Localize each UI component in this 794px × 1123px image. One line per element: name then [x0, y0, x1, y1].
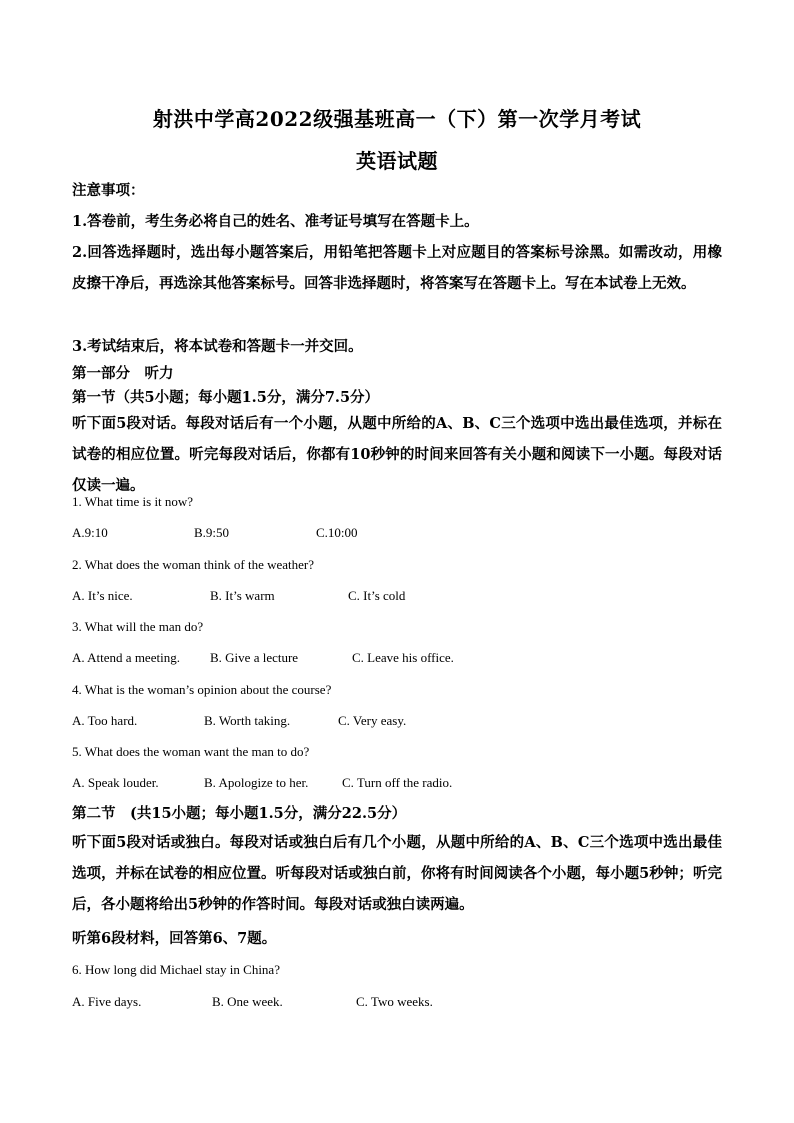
option-c: C. Turn off the radio. [342, 775, 453, 790]
section1-heading: 第一节（共5小题；每小题1.5分，满分7.5分） [72, 389, 380, 406]
option-a: A. Five days. [72, 994, 142, 1009]
section2-heading: 第二节 (共15小题；每小题1.5分，满分22.5分） [72, 805, 407, 822]
option-c: C.10:00 [316, 525, 358, 540]
option-a: A. It’s nice. [72, 588, 133, 603]
option-b: B. Apologize to her. [204, 775, 309, 790]
option-c: C. It’s cold [348, 588, 406, 603]
notes-heading: 注意事项： [72, 182, 145, 199]
section1-instructions: 听下面5段对话。每段对话后有一个小题，从题中所给的A、B、C三个选项中选出最佳选项，并标在试卷的相应位置。听完每段对话后，你都有10秒钟的时间来回答有关小题和阅读下一小题。每段对话仅读一遍。 [72, 415, 722, 494]
option-b: B. Worth taking. [204, 713, 291, 728]
option-a: A.9:10 [72, 525, 108, 540]
question-stem: 6. How long did Michael stay in China? [72, 962, 280, 977]
option-a: A. Too hard. [72, 713, 138, 728]
question-stem: 3. What will the man do? [72, 619, 204, 634]
question-stem: 2. What does the woman think of the weather? [72, 557, 314, 572]
note-item-3: 3.考试结束后，将本试卷和答题卡一并交回。 [72, 338, 363, 355]
question-stem: 4. What is the woman’s opinion about the course? [72, 682, 332, 697]
option-b: B. Give a lecture [210, 650, 299, 665]
question-stem: 1. What time is it now? [72, 494, 194, 509]
option-b: B.9:50 [194, 525, 230, 540]
question-stem: 5. What does the woman want the man to do? [72, 744, 310, 759]
option-b: B. It’s warm [210, 588, 275, 603]
page-title: 射洪中学高2022级强基班高一（下）第一次学月考试 [152, 107, 642, 131]
option-b: B. One week. [212, 994, 283, 1009]
note-item-1: 1.答卷前，考生务必将自己的姓名、准考证号填写在答题卡上。 [72, 213, 479, 230]
option-c: C. Very easy. [338, 713, 407, 728]
page-subtitle: 英语试题 [356, 149, 438, 173]
section2-instructions: 听下面5段对话或独白。每段对话或独白后有几个小题，从题中所给的A、B、C三个选项中选出最佳选项，并标在试卷的相应位置。听每段对话或独白前，你将有时间阅读各个小题，每小题5秒钟；听完后，各小题将给出5秒钟的作答时间。每段对话或独白读两遍。 [72, 834, 722, 913]
option-c: C. Two weeks. [356, 994, 433, 1009]
part1-heading: 第一部分 听力 [72, 365, 174, 382]
option-a: A. Speak louder. [72, 775, 159, 790]
option-a: A. Attend a meeting. [72, 650, 180, 665]
option-c: C. Leave his office. [352, 650, 454, 665]
note-item-2: 2.回答选择题时，选出每小题答案后，用铅笔把答题卡上对应题目的答案标号涂黑。如需改动，用橡皮擦干净后，再选涂其他答案标号。回答非选择题时，将答案写在答题卡上。写在本试卷上无效。 [72, 244, 722, 292]
material-6-heading: 听第6段材料，回答第6、7题。 [72, 930, 277, 947]
